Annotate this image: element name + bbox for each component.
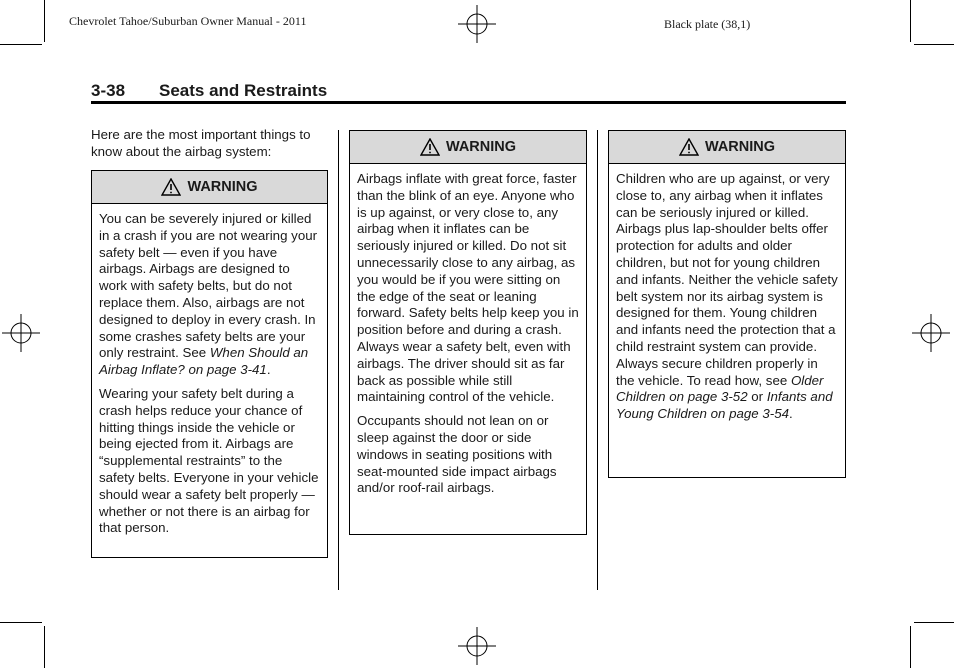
cross-reference-link[interactable]: Older Children on page 3-52 <box>616 372 824 405</box>
warning-box-1 <box>91 170 328 558</box>
crop-mark-icon <box>910 626 911 668</box>
registration-mark-icon <box>458 627 496 665</box>
warning-label: WARNING <box>187 179 258 195</box>
crop-mark-icon <box>914 622 954 623</box>
cross-reference-link[interactable]: Infants and Young Children on page 3-54 <box>616 389 833 422</box>
warning-text-mid: or <box>747 389 767 405</box>
registration-mark-icon <box>458 5 496 43</box>
intro-text: Here are the most important things to know about the airbag system: <box>91 127 311 159</box>
warning-header <box>350 131 586 164</box>
warning-label: WARNING <box>445 139 517 155</box>
warning-text: Children who are up against, or very close to, any airbag when it inflates can be seriously injured or killed. Airbags plus lap-shoulder belts offer protection for adults and older children, but not for young children and infants. Neither the vehicle safety belt system nor its airbag system is designed for them. Young children and infants need the protection that a child restraint system can provide. Always secure children properly in the vehicle. To read how, see <box>616 171 838 388</box>
warning-text-end: . <box>266 362 271 378</box>
warning-text: You can be severely injured or killed in a crash if you are not wearing your safety belt — even if you have airbags. Airbags are designed to work with safety belts, but do not replace them. Also, airbags are not designed to deploy in every crash. In some crashes safety belts are your only restraint. See <box>99 211 318 361</box>
warning-triangle-icon <box>679 138 699 156</box>
cross-reference-link[interactable]: When Should an Airbag Inflate? on page 3-41 <box>99 345 309 378</box>
warning-box-2 <box>349 130 587 535</box>
warning-paragraph: Wearing your safety belt during a crash helps reduce your chance of hitting things inside the vehicle or being ejected from it. Airbags are “supplemental restraints” to the safety belts. Everyone in your vehicle should wear a safety belt properly — whether or not there is an airbag for that person. <box>99 385 319 536</box>
warning-body <box>92 204 327 537</box>
warning-body <box>350 164 586 497</box>
warning-triangle-icon <box>420 138 440 156</box>
warning-text-end: . <box>789 406 793 422</box>
registration-mark-icon <box>2 314 40 352</box>
crop-mark-icon <box>0 44 42 45</box>
manual-title: Chevrolet Tahoe/Suburban Owner Manual - 2011 <box>69 14 307 28</box>
crop-mark-icon <box>914 44 954 45</box>
column-divider <box>597 130 598 590</box>
registration-mark-icon <box>912 314 950 352</box>
warning-header <box>92 171 327 204</box>
crop-mark-icon <box>44 0 45 42</box>
warning-paragraph: Occupants should not lean on or sleep against the door or side windows in seating positions with seat-mounted side impact airbags and/or roof-rail airbags. <box>357 413 557 496</box>
crop-mark-icon <box>0 622 42 623</box>
column-divider <box>338 130 339 590</box>
crop-mark-icon <box>910 0 911 42</box>
warning-box-3 <box>608 130 846 478</box>
warning-paragraph <box>99 211 321 379</box>
crop-mark-icon <box>44 626 45 668</box>
warning-triangle-icon <box>161 178 181 196</box>
warning-paragraph <box>616 171 839 423</box>
warning-header <box>609 131 845 164</box>
section-number: 3-38 <box>91 81 126 100</box>
plate-label: Black plate (38,1) <box>664 17 751 31</box>
warning-paragraph: Airbags inflate with great force, faster than the blink of an eye. Anyone who is up against, or very close to, any airbag when it inflates can be seriously injured or killed. Do not sit unnecessarily close to any airbag, as you would be if you were sitting on the edge of the seat or leaning forward. Safety belts help keep you in position before and during a crash. Always wear a safety belt, even with airbags. The driver should sit as far back as possible while still maintaining control of the vehicle. <box>357 171 579 405</box>
section-title: Seats and Restraints <box>159 81 328 100</box>
warning-label: WARNING <box>704 139 776 155</box>
warning-body <box>609 164 845 423</box>
heading-rule <box>91 101 846 104</box>
